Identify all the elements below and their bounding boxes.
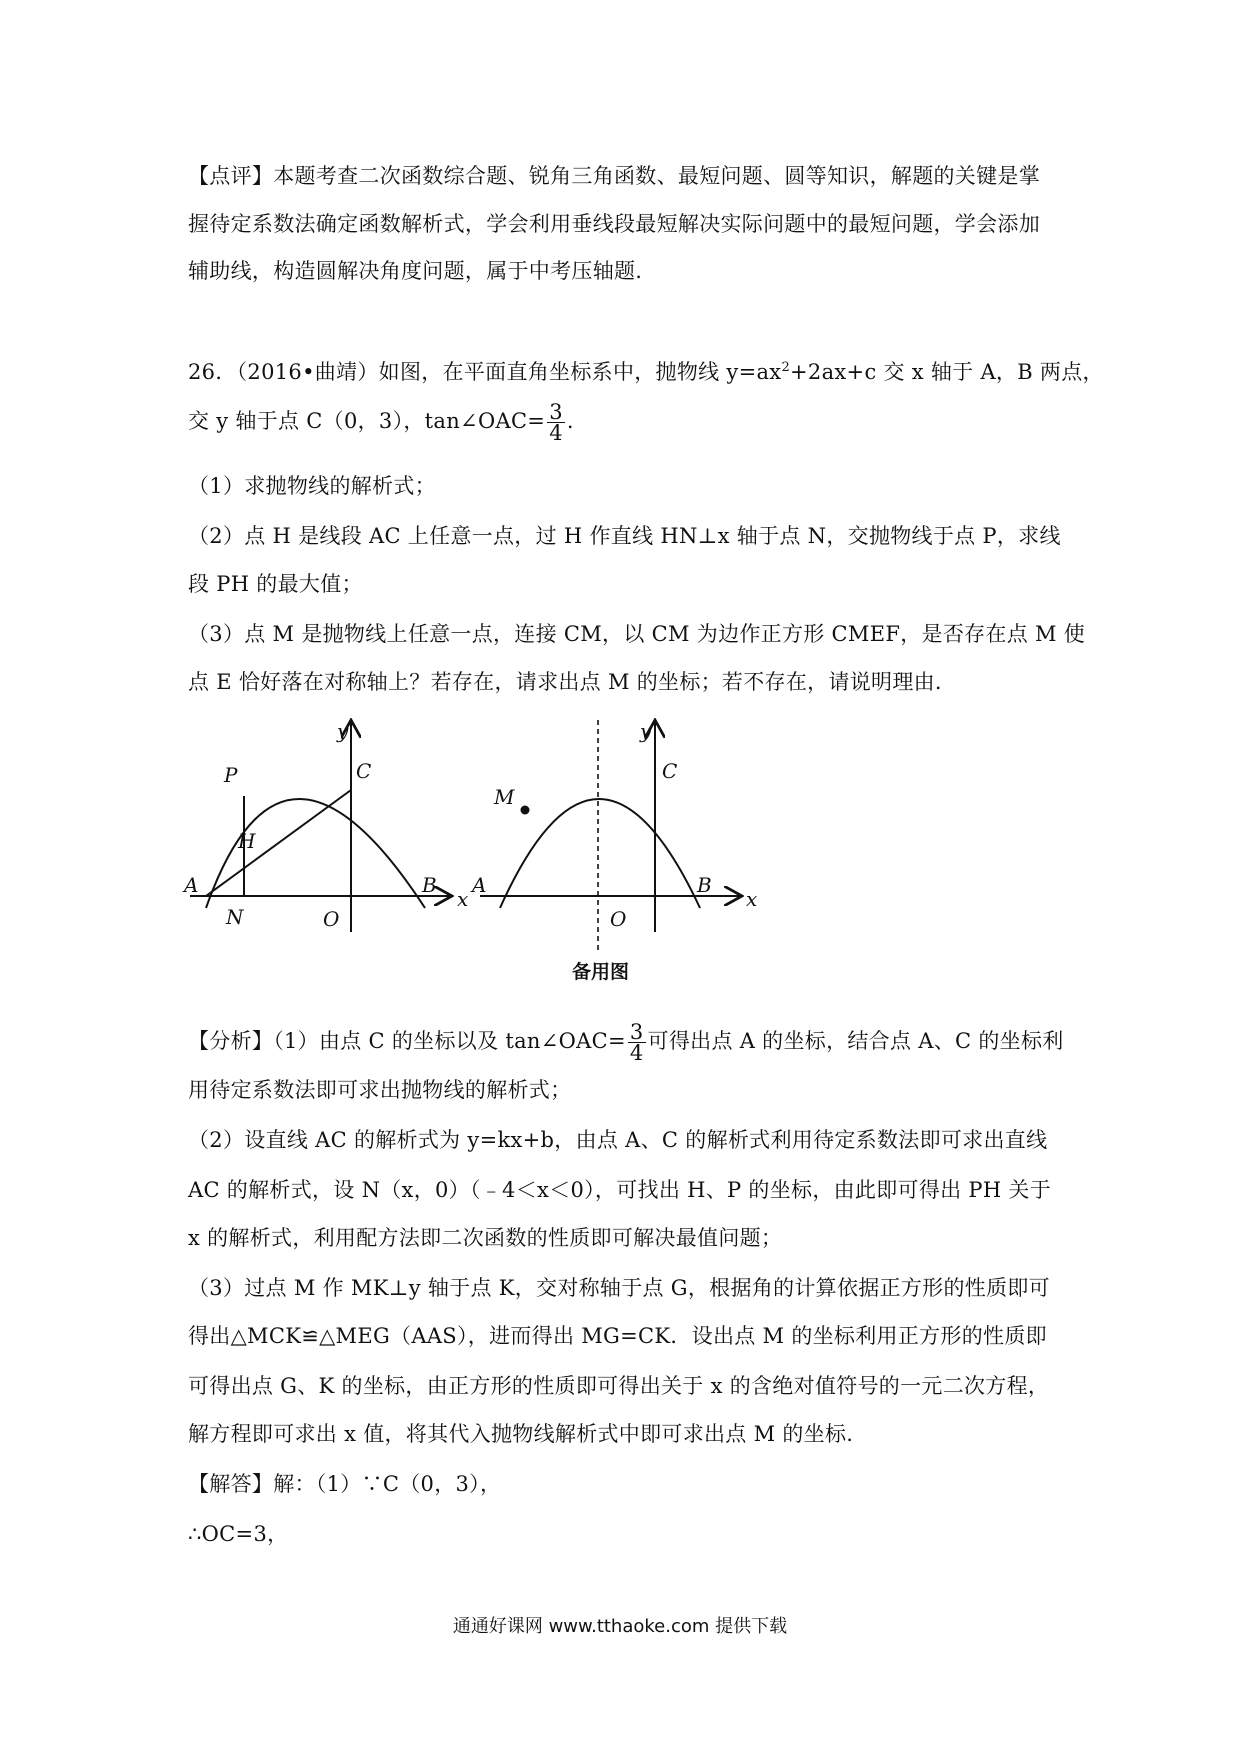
right-label-x: x (746, 887, 758, 911)
right-parabola (500, 799, 700, 908)
problem-line-2 (188, 402, 574, 443)
review-line-1: 【点评】本题考查二次函数综合题、锐角三角函数、最短问题、圆等知识，解题的关键是掌 (188, 164, 1040, 188)
footer-source: 通通好课网 www.tthaoke.com 提供下载 (452, 1616, 788, 1637)
analysis-line-5: x 的解析式，利用配方法即二次函数的性质即可解决最值问题； (188, 1226, 783, 1250)
problem-text: . (566, 409, 574, 433)
left-label-N: N (226, 905, 244, 929)
left-label-A: A (184, 873, 199, 897)
answer-line-1: 【解答】解：（1）∵C（0，3）， (188, 1472, 502, 1496)
question-3-line-1: （3）点 M 是抛物线上任意一点，连接 CM，以 CM 为边作正方形 CMEF，是否存在点 M 使 (188, 622, 1086, 646)
fraction-numerator: 3 (629, 1020, 644, 1044)
left-label-B: B (422, 873, 437, 897)
analysis-line-6: （3）过点 M 作 MK⊥y 轴于点 K，交对称轴于点 G，根据角的计算依据正方形的性质即可 (188, 1276, 1050, 1300)
analysis-line-1 (188, 1022, 1064, 1063)
question-2-line-2: 段 PH 的最大值； (188, 572, 363, 596)
fraction (547, 402, 565, 443)
fraction (628, 1022, 646, 1063)
problem-text: 交 y 轴于点 C（0，3），tan∠OAC= (188, 409, 546, 433)
left-label-x: x (457, 887, 469, 911)
left-label-H: H (238, 829, 256, 853)
analysis-line-3: （2）设直线 AC 的解析式为 y=kx+b，由点 A、C 的解析式利用待定系数法即可求出直线 (188, 1128, 1048, 1152)
left-graph (190, 722, 450, 932)
analysis-line-7: 得出△MCK≌△MEG（AAS），进而得出 MG=CK．设出点 M 的坐标利用正方形的性质即 (188, 1324, 1047, 1348)
left-label-P: P (224, 763, 238, 787)
right-labels (470, 719, 757, 931)
analysis-text: 可得出点 A 的坐标，结合点 A、C 的坐标利 (647, 1029, 1064, 1053)
problem-text: +2ax+c 交 x 轴于 A，B 两点， (790, 360, 1104, 384)
review-line-3: 辅助线，构造圆解决角度问题，属于中考压轴题. (188, 259, 643, 283)
figure (180, 712, 820, 992)
problem-text: 26．（2016•曲靖）如图，在平面直角坐标系中，抛物线 y=ax (188, 360, 782, 384)
right-label-C: C (662, 759, 678, 783)
right-label-O: O (610, 907, 627, 931)
left-labels (182, 719, 468, 931)
right-label-B: B (697, 873, 712, 897)
left-label-O: O (323, 907, 340, 931)
analysis-text: 【分析】（1）由点 C 的坐标以及 tan∠OAC= (188, 1029, 626, 1053)
left-label-C: C (356, 759, 372, 783)
left-line-AC (206, 790, 351, 896)
right-label-A: A (472, 873, 487, 897)
analysis-line-4: AC 的解析式，设 N（x，0）（﹣4＜x＜0），可找出 H、P 的坐标，由此即可得出 PH 关于 (188, 1178, 1052, 1202)
fraction-numerator: 3 (549, 400, 563, 424)
exponent: 2 (781, 360, 791, 375)
analysis-line-8: 可得出点 G、K 的坐标，由正方形的性质即可得出关于 x 的含绝对值符号的一元二次方程， (188, 1374, 1050, 1398)
right-label-M: M (494, 785, 515, 809)
question-2-line-1: （2）点 H 是线段 AC 上任意一点，过 H 作直线 HN⊥x 轴于点 N，交抛物线于点 P，求线 (188, 524, 1061, 548)
question-1: （1）求抛物线的解析式； (188, 474, 436, 498)
answer-line-2: ∴OC=3， (188, 1522, 289, 1546)
review-line-2: 握待定系数法确定函数解析式，学会利用垂线段最短解决实际问题中的最短问题，学会添加 (188, 212, 1040, 236)
problem-line-1 (188, 358, 1104, 386)
analysis-line-2: 用待定系数法即可求出抛物线的解析式； (188, 1078, 572, 1102)
question-3-line-2: 点 E 恰好落在对称轴上？若存在，请求出点 M 的坐标；若不存在，请说明理由. (188, 670, 942, 694)
figure-caption: 备用图 (572, 961, 630, 983)
right-label-y: y (640, 719, 652, 743)
fraction-denominator: 4 (549, 421, 563, 445)
left-label-y: y (337, 719, 349, 743)
point-M (521, 806, 530, 815)
analysis-line-9: 解方程即可求出 x 值，将其代入抛物线解析式中即可求出点 M 的坐标. (188, 1422, 854, 1446)
fraction-denominator: 4 (629, 1041, 644, 1065)
